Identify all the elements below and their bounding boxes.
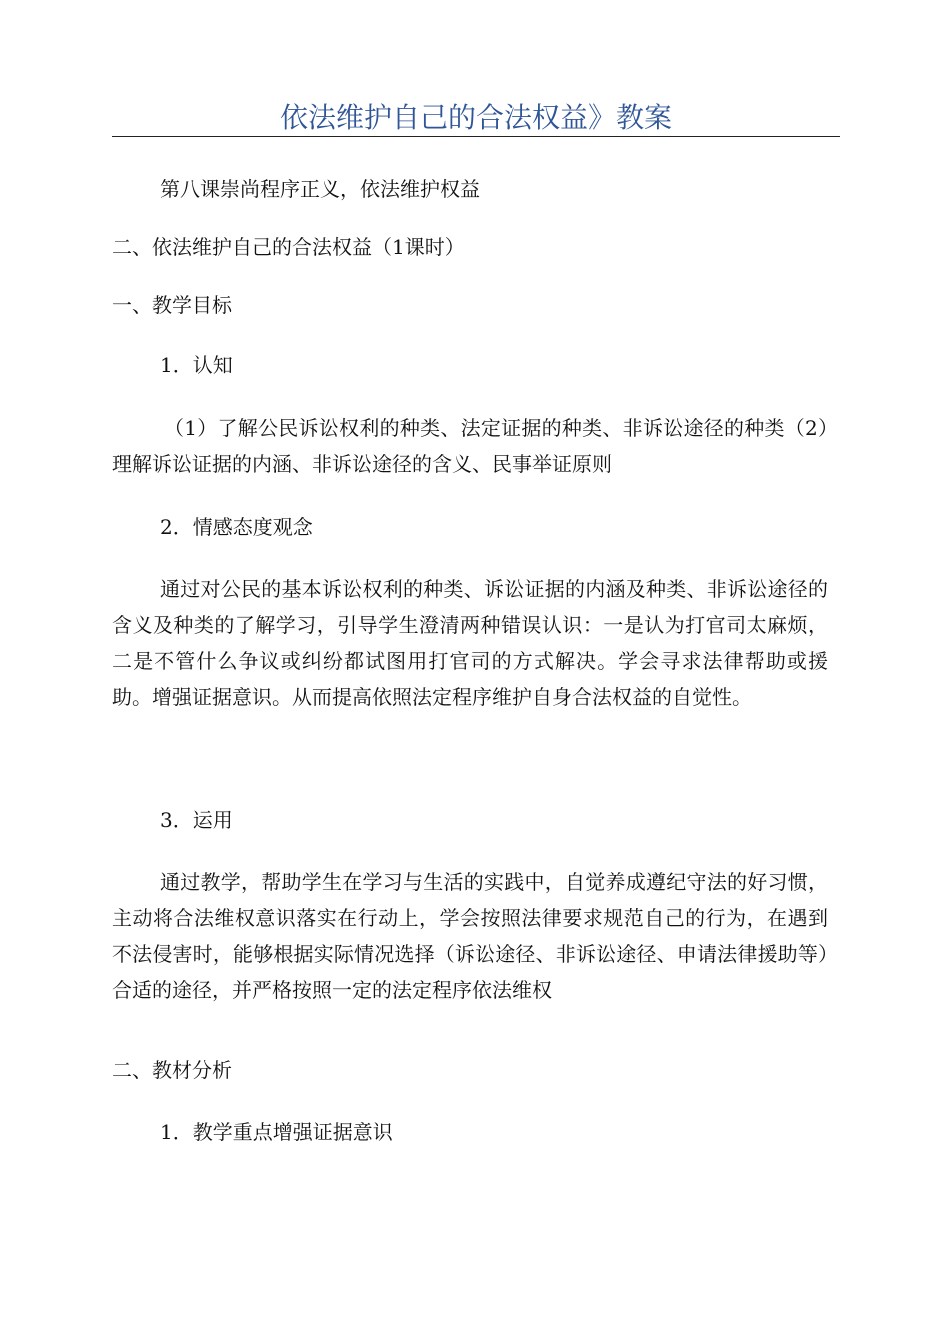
subheading-application: 3．运用 [160,808,233,832]
paragraph-cognition: （1）了解公民诉讼权利的种类、法定证据的种类、非诉讼途径的种类（2）理解诉讼证据的内涵、非诉讼途径的含义、民事举证原则 [112,416,828,476]
lesson-heading: 第八课崇尚程序正义，依法维护权益 [160,177,480,201]
subheading-key-point: 1．教学重点增强证据意识 [160,1120,393,1144]
title-underline [112,136,840,137]
paragraph-attitude: 通过对公民的基本诉讼权利的种类、诉讼证据的内涵及种类、非诉讼途径的含义及种类的了解学习，引导学生澄清两种错误认识：一是认为打官司太麻烦，二是不管什么争议或纠纷都试图用打官司的方式解决。学会寻求法律帮助或援助。增强证据意识。从而提高依照法定程序维护自身合法权益的自觉性。 [112,577,828,709]
section-heading-topic: 二、依法维护自己的合法权益（1课时） [112,235,465,259]
paragraph-application: 通过教学，帮助学生在学习与生活的实践中，自觉养成遵纪守法的好习惯，主动将合法维权意识落实在行动上，学会按照法律要求规范自己的行为，在遇到不法侵害时，能够根据实际情况选择（诉讼途径、非诉讼途径、申请法律援助等）合适的途径，并严格按照一定的法定程序依法维权 [112,870,828,1002]
subheading-attitude: 2．情感态度观念 [160,515,313,539]
document-title: 依法维护自己的合法权益》教案 [279,101,672,134]
section-heading-goals: 一、教学目标 [112,293,232,317]
subheading-cognition: 1．认知 [160,353,233,377]
section-heading-analysis: 二、教材分析 [112,1058,232,1082]
